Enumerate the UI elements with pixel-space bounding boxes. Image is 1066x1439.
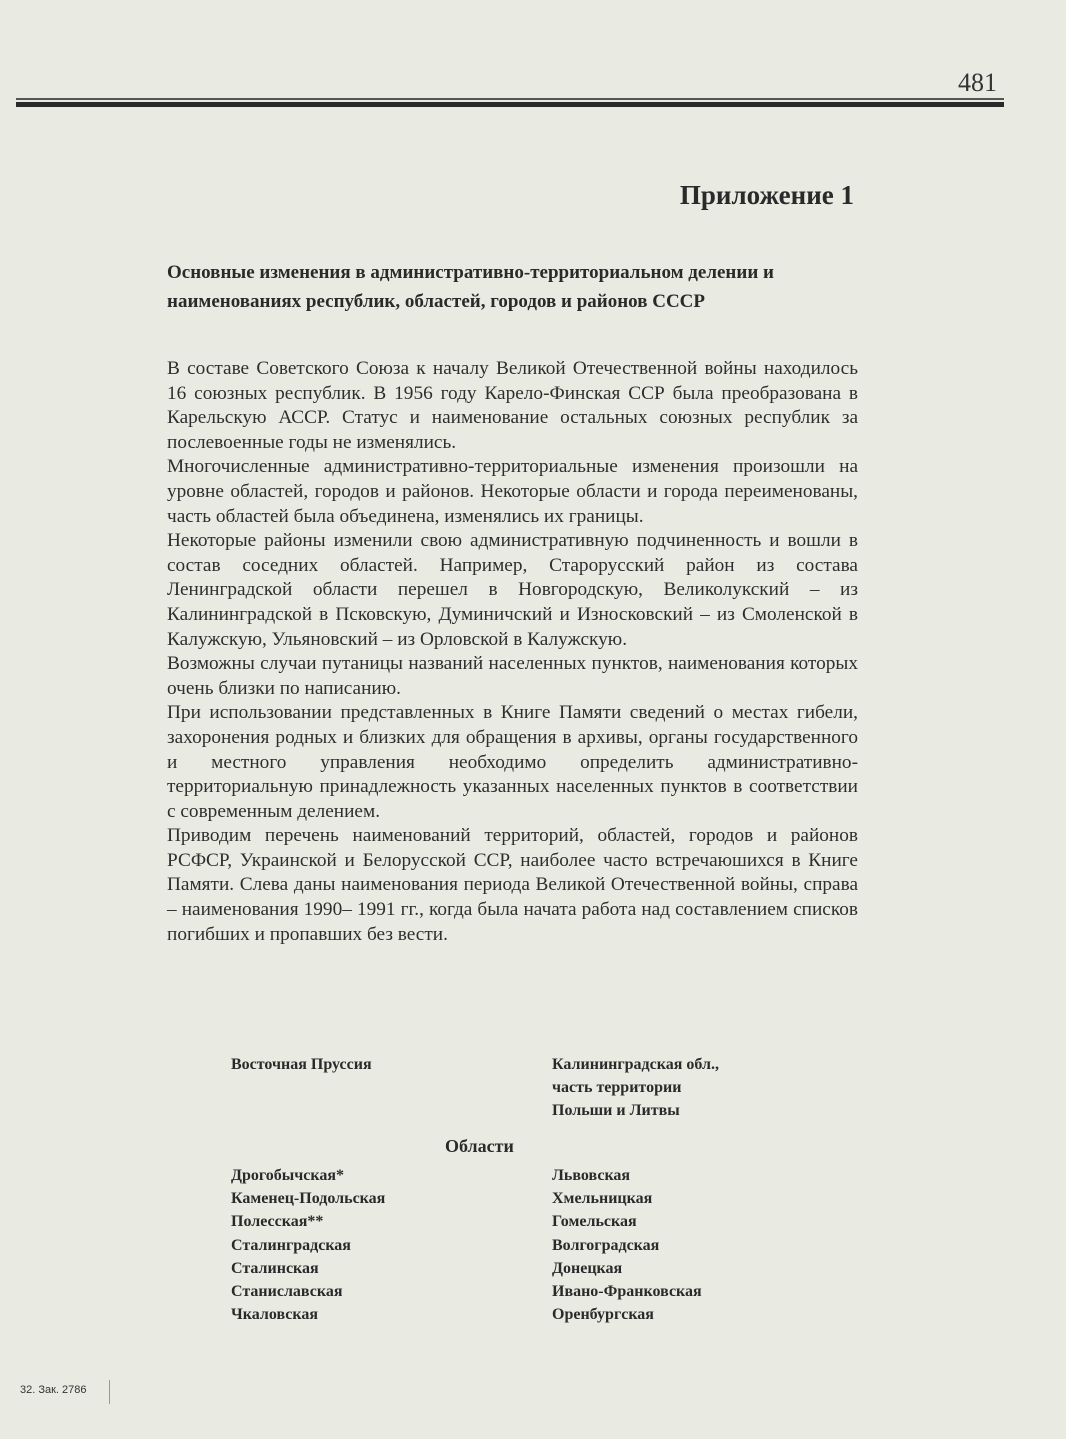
region-old-name: Чкаловская xyxy=(231,1306,319,1324)
region-row xyxy=(231,1187,771,1210)
regions-list xyxy=(231,1164,771,1326)
territory-new-name xyxy=(552,1053,772,1122)
region-new-name: Гомельская xyxy=(552,1213,637,1231)
page-number: 481 xyxy=(958,68,997,97)
territory-new-line: Калининградская обл., xyxy=(552,1056,719,1073)
paragraph: Некоторые районы изменили свою административную подчиненность и вошли в состав соседних областей. Например, Старорусский район из состава Ленинградской области перешел в Новгородскую, Великолукский – из Калининградской в Псковскую, Думиничский и Износковский – из Смоленской в Калужскую, Ульяновский – из Орловской в Калужскую. xyxy=(167,530,858,650)
header-rule-thick xyxy=(16,102,1004,107)
region-new-name: Волгоградская xyxy=(552,1236,660,1254)
region-new-name: Хмельницкая xyxy=(552,1190,653,1208)
region-row xyxy=(231,1164,771,1187)
paragraph: Возможны случаи путаницы названий населенных пунктов, наименования которых очень близки по написанию. xyxy=(167,653,858,699)
header-rule-thin xyxy=(16,98,1004,100)
region-old-name: Дрогобычская* xyxy=(231,1167,345,1184)
paragraph: Многочисленные административно-территориальные изменения произошли на уровне областей, городов и районов. Некоторые области и города переименованы, часть областей была объединена, изменялись их границы. xyxy=(167,456,858,527)
paragraph: Приводим перечень наименований территорий, областей, городов и районов РСФСР, Украинской и Белорусской ССР, наиболее часто встречаюшихся в Книге Памяти. Слева даны наименования периода Великой Отечественной войны, справа – наименования 1990– 1991 гг., когда была начата работа над составлением списков погибших и пропавших без вести. xyxy=(167,825,858,945)
territory-old-name: Восточная Пруссия xyxy=(231,1056,372,1073)
region-new-name: Львовская xyxy=(552,1167,631,1184)
region-old-name: Сталинская xyxy=(231,1259,319,1277)
region-old-name: Станиславская xyxy=(231,1282,343,1300)
region-row xyxy=(231,1210,771,1233)
appendix-title: Приложение 1 xyxy=(679,180,854,210)
territory-new-line: часть территории xyxy=(552,1079,682,1096)
region-old-name: Полесская** xyxy=(231,1213,324,1231)
territory-new-line: Польши и Литвы xyxy=(552,1102,680,1119)
section-title: Основные изменения в административно-территориальном делении и наименованиях республик, областей, городов и районов СССР xyxy=(167,262,774,312)
region-new-name: Оренбургская xyxy=(552,1306,654,1324)
region-row xyxy=(231,1303,771,1326)
region-new-name: Донецкая xyxy=(552,1259,623,1277)
footer-tick xyxy=(109,1380,110,1404)
body-text xyxy=(167,357,858,947)
region-row xyxy=(231,1234,771,1257)
region-old-name: Сталинградская xyxy=(231,1236,351,1254)
paragraph: В составе Советского Союза к началу Великой Отечественной войны находилось 16 союзных республик. В 1956 году Карело-Финская ССР была преобразована в Карельскую АССР. Статус и наименование остальных союзных республик за послевоенные годы не изменялись. xyxy=(167,358,858,453)
signature-mark: 32. Зак. 2786 xyxy=(20,1384,87,1396)
region-old-name: Каменец-Подольская xyxy=(231,1190,386,1208)
region-row xyxy=(231,1280,771,1303)
region-row xyxy=(231,1257,771,1280)
paragraph: При использовании представленных в Книге Памяти сведений о местах гибели, захоронения родных и близких для обращения в архивы, органы государственного и местного управления необходимо определить административно-территориальную принадлежность указанных населенных пунктов в соответствии с современным делением. xyxy=(167,702,858,822)
regions-heading: Области xyxy=(445,1136,514,1156)
region-new-name: Ивано-Франковская xyxy=(552,1282,702,1300)
